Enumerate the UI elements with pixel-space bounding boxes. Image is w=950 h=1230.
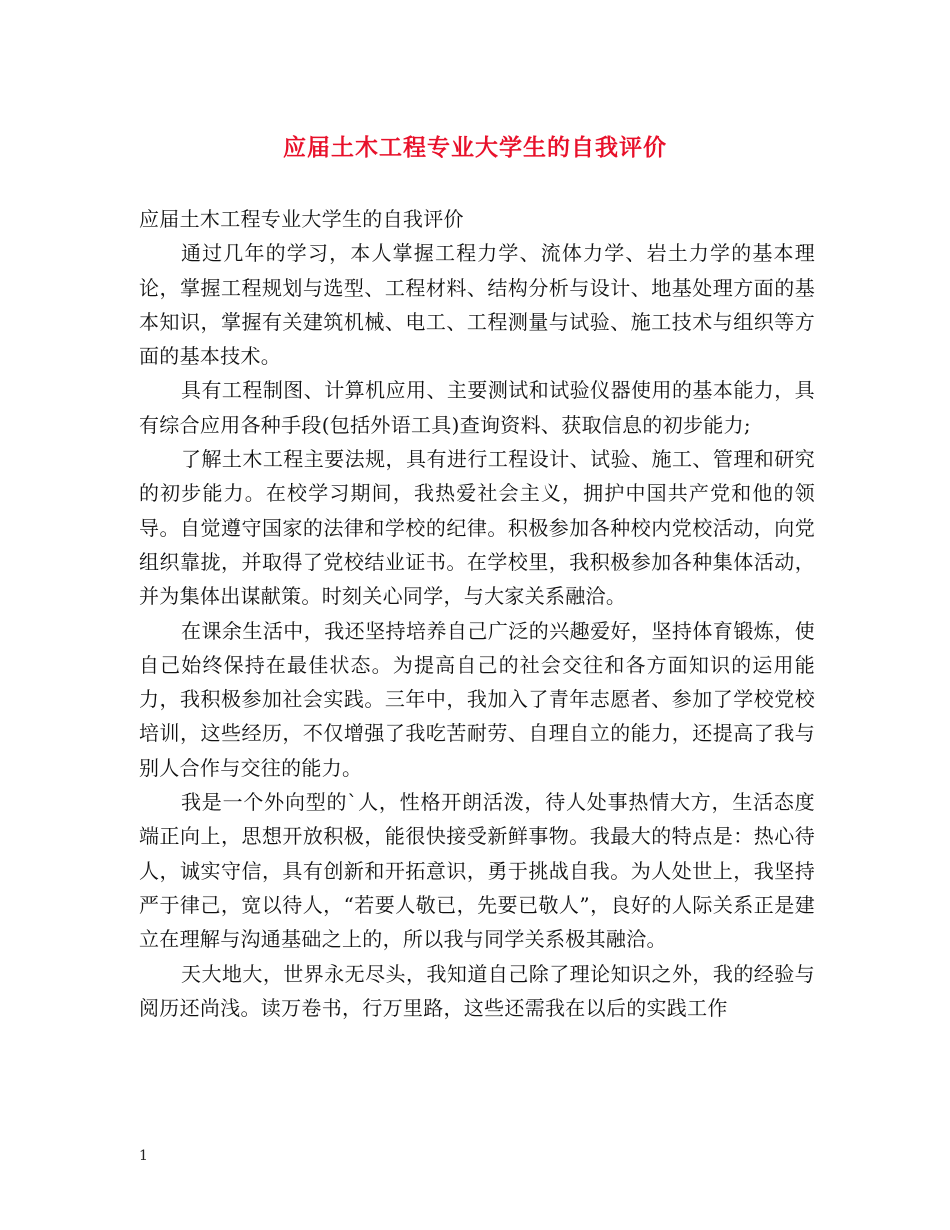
document-body <box>139 202 815 1025</box>
paragraph-2: 具有工程制图、计算机应用、主要测试和试验仪器使用的基本能力，具有综合应用各种手段(包括外语工具)查询资料、获取信息的初步能力; <box>139 378 815 437</box>
paragraph-5: 我是一个外向型的`人，性格开朗活泼，待人处事热情大方，生活态度端正向上，思想开放积极，能很快接受新鲜事物。我最大的特点是：热心待人，诚实守信，具有创新和开拓意识，勇于挑战自我。为人处世上，我坚持严于律己，宽以待人，“若要人敬已，先要已敬人”，良好的人际关系正是建立在理解与沟通基础之上的，所以我与同学关系极其融洽。 <box>139 790 815 952</box>
page-number: 1 <box>139 1148 148 1164</box>
paragraph-6: 天大地大，世界永无尽头，我知道自己除了理论知识之外，我的经验与阅历还尚浅。读万卷书，行万里路，这些还需我在以后的实践工作 <box>139 961 815 1020</box>
paragraph-1: 通过几年的学习，本人掌握工程力学、流体力学、岩土力学的基本理论，掌握工程规划与选型、工程材料、结构分析与设计、地基处理方面的基本知识，掌握有关建筑机械、电工、工程测量与试验、施工技术与组织等方面的基本技术。 <box>139 241 815 369</box>
paragraph-3: 了解土木工程主要法规，具有进行工程设计、试验、施工、管理和研究的初步能力。在校学习期间，我热爱社会主义，拥护中国共产党和他的领导。自觉遵守国家的法律和学校的纪律。积极参加各种校内党校活动，向党组织靠拢，并取得了党校结业证书。在学校里，我积极参加各种集体活动，并为集体出谋献策。时刻关心同学，与大家关系融洽。 <box>139 447 815 609</box>
document-title: 应届土木工程专业大学生的自我评价 <box>283 134 667 161</box>
paragraph-4: 在课余生活中，我还坚持培养自己广泛的兴趣爱好，坚持体育锻炼，使自己始终保持在最佳状态。为提高自己的社会交往和各方面知识的运用能力，我积极参加社会实践。三年中，我加入了青年志愿者、参加了学校党校培训，这些经历，不仅增强了我吃苦耐劳、自理自立的能力，还提高了我与别人合作与交往的能力。 <box>139 618 815 780</box>
document-subtitle-line: 应届土木工程专业大学生的自我评价 <box>139 207 464 231</box>
